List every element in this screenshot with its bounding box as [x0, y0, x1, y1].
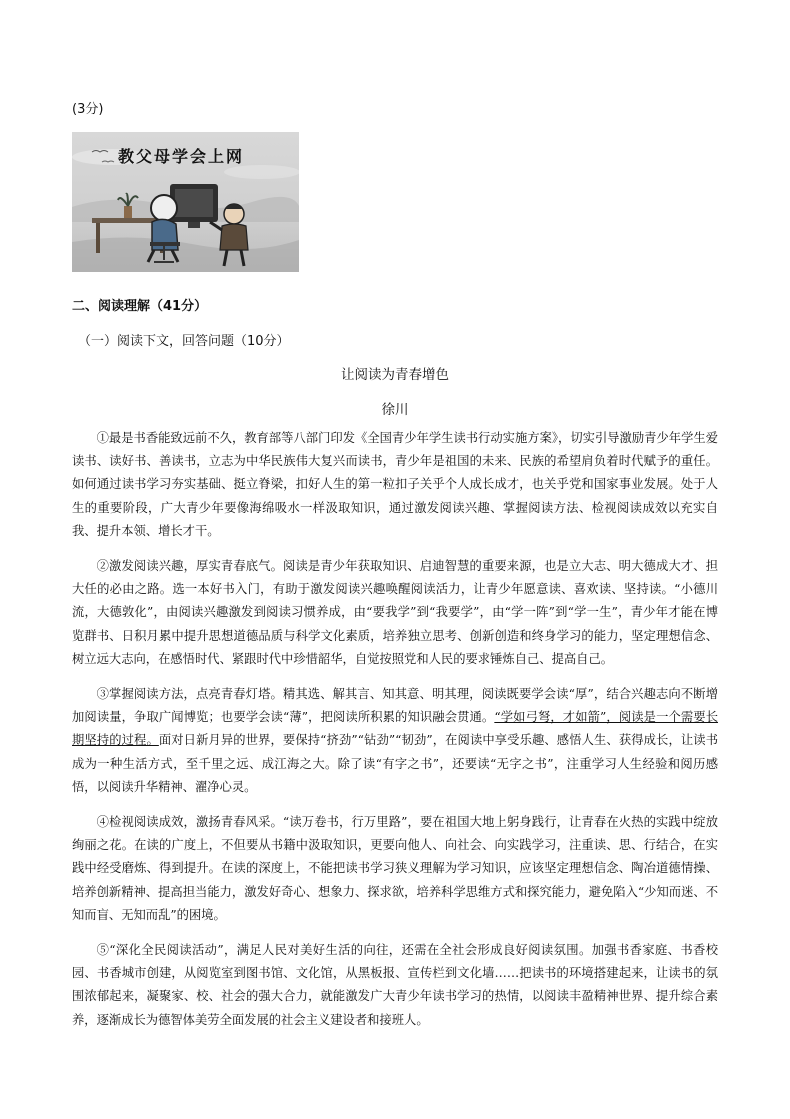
underlined-sentence: “学如弓弩，才如箭”，阅读是一个需要长期坚持的过程。: [72, 710, 719, 748]
section-heading: 二、阅读理解（41分）: [72, 299, 208, 314]
article-title: 让阅读为青春增色: [341, 367, 449, 383]
paragraph-3: [72, 683, 718, 799]
subsection-heading: （一）阅读下文，回答问题（10分）: [78, 334, 290, 349]
article-author: 徐川: [381, 402, 409, 418]
paragraph-1: ①最是书香能致远前不久，教育部等八部门印发《全国青少年学生读书行动实施方案》，切实引导激励青少年学生爱读书、读好书、善读书，立志为中华民族伟大复兴而读书，青少年是祖国的未来、民族的希望肩负着时代赋予的重任。如何通过读书学习夯实基础、挺立脊梁，扣好人生的第一粒扣子关乎个人成长成才，也关乎党和国家事业发展。处于人生的重要阶段，广大青少年要像海绵吸水一样汲取知识，通过激发阅读兴趣、掌握阅读方法、检视阅读成效以充实自我、提升本领、增长才干。: [72, 431, 718, 538]
paragraph-4: ④检视阅读成效，激扬青春风采。“读万卷书，行万里路”，要在祖国大地上躬身践行，让青春在火热的实践中绽放绚丽之花。在读的广度上，不但要从书籍中汲取知识，更要向他人、向社会、向实践学习，注重读、思、行结合，在实践中经受磨炼、得到提升。在读的深度上，不能把读书学习狭义理解为学习知识，应该坚定理想信念、陶冶道德情操、培养创新精神、提高担当能力，激发好奇心、想象力、探求欲，培养科学思维方式和探究能力，避免陷入“少知而迷、不知而盲、无知而乱”的困境。: [72, 815, 718, 922]
paragraph-3-part-a: ③掌握阅读方法，点亮青春灯塔。精其选、解其言、知其意、明其理，阅读既要学会读“厚”，结合兴趣志向不断增加阅读量，争取广闻博览；也要学会读“薄”，把阅读所积累的知识融会贯通。: [72, 687, 718, 725]
paragraph-5: ⑤“深化全民阅读活动”，满足人民对美好生活的向往，还需在全社会形成良好阅读氛围。加强书香家庭、书香校园、书香城市创建，从阅览室到图书馆、文化馆，从黑板报、宣传栏到文化墙……把读书的环境搭建起来，让读书的氛围浓郁起来，凝聚家、校、社会的强大合力，就能激发广大青少年读书学习的热情，以阅读丰盈精神世界、提升综合素养，逐渐成长为德智体美劳全面发展的社会主义建设者和接班人。: [72, 943, 718, 1027]
paragraph-3-part-b: 面对日新月异的世界，要保持“挤劲”“钻劲”“韧劲”，在阅读中享受乐趣、感悟人生、获得成长，让读书成为一种生活方式，至千里之远、成江海之大。除了读“有字之书”，还要读“无字之书”，注重学习人生经验和阅历感悟，以阅读升华精神、濯净心灵。: [72, 733, 718, 794]
illustration: [72, 132, 299, 272]
score-note: (3分): [72, 102, 104, 117]
illustration-caption: 教父母学会上网: [118, 147, 245, 166]
article-body: [72, 427, 718, 1044]
paragraph-2: ②激发阅读兴趣，厚实青春底气。阅读是青少年获取知识、启迪智慧的重要来源，也是立大志、明大德成大才、担大任的必由之路。选一本好书入门，有助于激发阅读兴趣唤醒阅读活力，让青少年愿意读、喜欢读、坚持读。“小德川流，大德敦化”，由阅读兴趣激发到阅读习惯养成，由“要我学”到“我要学”，由“学一阵”到“学一生”，青少年才能在博览群书、日积月累中提升思想道德品质与科学文化素质，培养独立思考、创新创造和终身学习的能力，坚定理想信念、树立远大志向，在感悟时代、紧跟时代中珍惜韶华，自觉按照党和人民的要求锤炼自己、提高自己。: [72, 559, 718, 666]
